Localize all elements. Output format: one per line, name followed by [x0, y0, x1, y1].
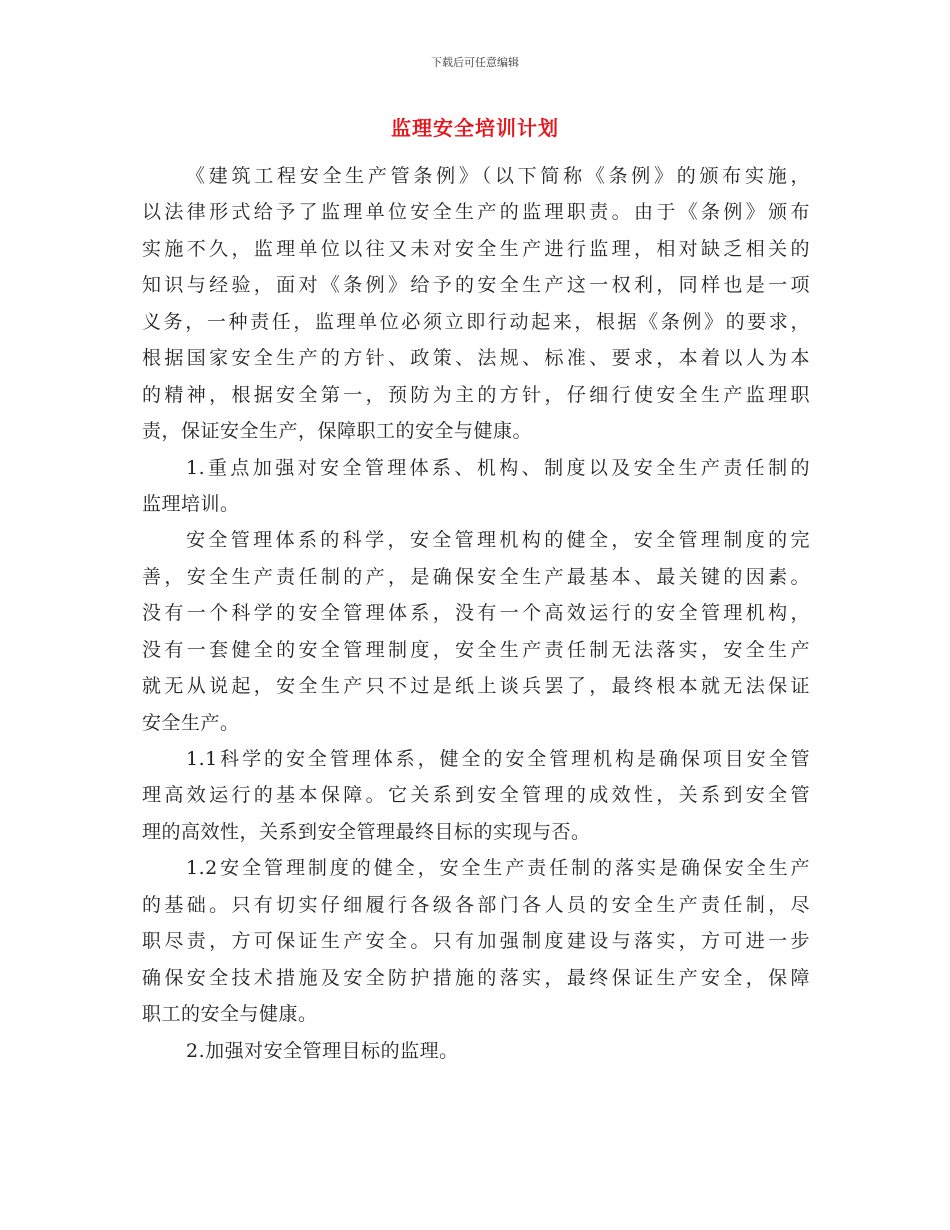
- body-line: 确保安全技术措施及安全防护措施的落实，最终保证生产安全，保障: [142, 966, 810, 989]
- body-line: 知识与经验，面对《条例》给予的安全生产这一权利，同样也是一项: [142, 274, 810, 297]
- body-line: 监理培训。: [142, 492, 240, 515]
- body-line: 就无从说起，安全生产只不过是纸上谈兵罢了，最终根本就无法保证: [142, 675, 810, 698]
- body-line: 理的高效性，关系到安全管理最终目标的实现与否。: [142, 820, 591, 843]
- body-line: 以法律形式给予了监理单位安全生产的监理职责。由于《条例》颁布: [142, 201, 810, 224]
- document-body: [142, 158, 810, 1069]
- body-line: 1.2安全管理制度的健全，安全生产责任制的落实是确保安全生产: [186, 857, 810, 880]
- body-line: 没有一套健全的安全管理制度，安全生产责任制无法落实，安全生产: [142, 638, 810, 661]
- header-note: 下载后可任意编辑: [431, 56, 519, 69]
- body-line: 职尽责，方可保证生产安全。只有加强制度建设与落实，方可进一步: [142, 930, 810, 953]
- body-line: 善，安全生产责任制的产，是确保安全生产最基本、最关键的因素。: [142, 565, 810, 588]
- body-line: 安全生产。: [142, 711, 240, 734]
- body-line: 没有一个科学的安全管理体系，没有一个高效运行的安全管理机构，: [142, 602, 810, 625]
- body-line: 1.重点加强对安全管理体系、机构、制度以及安全生产责任制的: [186, 456, 810, 479]
- body-line: 的精神，根据安全第一，预防为主的方针，仔细行使安全生产监理职: [142, 383, 810, 406]
- body-line: 职工的安全与健康。: [142, 1003, 318, 1026]
- body-line: 理高效运行的基本保障。它关系到安全管理的成效性，关系到安全管: [142, 784, 810, 807]
- document-title: 监理安全培训计划: [391, 116, 559, 140]
- body-line: 的基础。只有切实仔细履行各级各部门各人员的安全生产责任制，尽: [142, 893, 810, 916]
- body-line: 安全管理体系的科学，安全管理机构的健全，安全管理制度的完: [186, 529, 810, 552]
- body-line: 义务，一种责任，监理单位必须立即行动起来，根据《条例》的要求，: [142, 310, 810, 333]
- body-line: 责，保证安全生产，保障职工的安全与健康。: [142, 420, 533, 443]
- body-line: 2.加强对安全管理目标的监理。: [186, 1039, 459, 1062]
- body-line: 根据国家安全生产的方针、政策、法规、标准、要求，本着以人为本: [142, 347, 810, 370]
- body-line: 《建筑工程安全生产管条例》（以下简称《条例》的颁布实施，: [186, 165, 810, 187]
- body-line: 实施不久，监理单位以往又未对安全生产进行监理，相对缺乏相关的: [142, 237, 810, 260]
- body-line: 1.1科学的安全管理体系，健全的安全管理机构是确保项目安全管: [186, 748, 810, 770]
